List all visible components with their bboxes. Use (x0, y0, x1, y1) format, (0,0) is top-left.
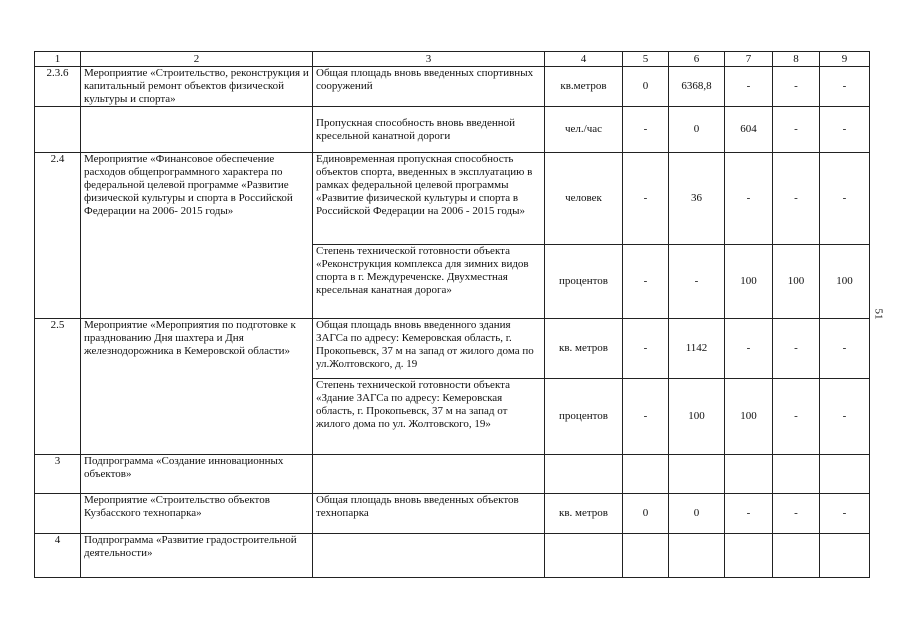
table-row (35, 455, 870, 494)
value-8: - (773, 153, 820, 245)
event-name: Мероприятие «Строительство, реконструкция и капитальный ремонт объектов физической культуры и спорта» (81, 67, 313, 107)
value-8: 100 (773, 245, 820, 319)
indicator-name: Единовременная пропускная способность объектов спорта, введенных в эксплуатацию в рамках федеральной целевой программы «Развитие физической культуры и спорта в Российской Федерации на 2006 - 2015 годы» (313, 153, 545, 245)
value-6: 0 (669, 107, 725, 153)
header-cell: 5 (623, 52, 669, 67)
header-cell: 3 (313, 52, 545, 67)
header-cell: 2 (81, 52, 313, 67)
unit: человек (545, 153, 623, 245)
unit: кв. метров (545, 319, 623, 379)
header-cell: 6 (669, 52, 725, 67)
value-5: - (623, 379, 669, 455)
value-7: 100 (725, 379, 773, 455)
indicator-name: Степень технической готовности объекта «Здание ЗАГСа по адресу: Кемеровская область, г. Прокопьевск, 37 м на запад от жилого дома по ул. Жолтовского, 19» (313, 379, 545, 455)
value-5: - (623, 319, 669, 379)
value-7: 100 (725, 245, 773, 319)
value-8: - (773, 379, 820, 455)
table-row (35, 319, 870, 379)
row-number: 4 (35, 534, 81, 578)
page-number: 51 (872, 308, 885, 320)
value-5: 0 (623, 67, 669, 107)
table-row (35, 107, 870, 153)
value-6: - (669, 245, 725, 319)
value-8: - (773, 319, 820, 379)
row-number: 2.3.6 (35, 67, 81, 107)
value-9: - (820, 319, 870, 379)
indicator-name: Общая площадь вновь введенных объектов технопарка (313, 494, 545, 534)
indicators-table (34, 51, 870, 578)
indicator-name: Общая площадь вновь введенных спортивных сооружений (313, 67, 545, 107)
unit: чел./час (545, 107, 623, 153)
unit: процентов (545, 245, 623, 319)
value-8: - (773, 107, 820, 153)
header-cell: 8 (773, 52, 820, 67)
row-number: 3 (35, 455, 81, 494)
value-6: 100 (669, 379, 725, 455)
value-6: 0 (669, 494, 725, 534)
value-9: - (820, 379, 870, 455)
value-7: - (725, 67, 773, 107)
table-row (35, 67, 870, 107)
indicator-name: Степень технической готовности объекта «Реконструкция комплекса для зимних видов спорта в г. Междуреченске. Двухместная кресельная канатная дорога» (313, 245, 545, 319)
table-row (35, 153, 870, 245)
row-number: 2.5 (35, 319, 81, 455)
value-9: - (820, 494, 870, 534)
event-name: Подпрограмма «Развитие градостроительной деятельности» (81, 534, 313, 578)
unit: процентов (545, 379, 623, 455)
value-6: 6368,8 (669, 67, 725, 107)
value-5: - (623, 153, 669, 245)
value-7: - (725, 494, 773, 534)
value-9: - (820, 67, 870, 107)
value-9: 100 (820, 245, 870, 319)
event-name: Мероприятие «Финансовое обеспечение расходов общепрограммного характера по федеральной целевой программе «Развитие физической культуры и спорта в Российской Федерации на 2006- 2015 годы» (81, 153, 313, 319)
value-9: - (820, 107, 870, 153)
value-7: - (725, 153, 773, 245)
value-9: - (820, 153, 870, 245)
table-row (35, 534, 870, 578)
header-cell: 1 (35, 52, 81, 67)
header-cell: 4 (545, 52, 623, 67)
value-5: - (623, 107, 669, 153)
header-cell: 9 (820, 52, 870, 67)
event-name: Мероприятие «Мероприятия по подготовке к празднованию Дня шахтера и Дня железнодорожника в Кемеровской области» (81, 319, 313, 455)
value-5: 0 (623, 494, 669, 534)
header-cell: 7 (725, 52, 773, 67)
value-5: - (623, 245, 669, 319)
event-name: Мероприятие «Строительство объектов Кузбасского технопарка» (81, 494, 313, 534)
value-6: 36 (669, 153, 725, 245)
unit: кв. метров (545, 494, 623, 534)
value-7: 604 (725, 107, 773, 153)
table-row (35, 494, 870, 534)
indicator-name: Пропускная способность вновь введенной кресельной канатной дороги (313, 107, 545, 153)
unit: кв.метров (545, 67, 623, 107)
value-8: - (773, 67, 820, 107)
indicator-name: Общая площадь вновь введенного здания ЗАГСа по адресу: Кемеровская область, г. Прокопьевск, 37 м на запад от жилого дома по ул.Жолтовского, д. 19 (313, 319, 545, 379)
event-name: Подпрограмма «Создание инновационных объектов» (81, 455, 313, 494)
value-6: 1142 (669, 319, 725, 379)
row-number: 2.4 (35, 153, 81, 319)
value-7: - (725, 319, 773, 379)
header-row (35, 52, 870, 67)
value-8: - (773, 494, 820, 534)
